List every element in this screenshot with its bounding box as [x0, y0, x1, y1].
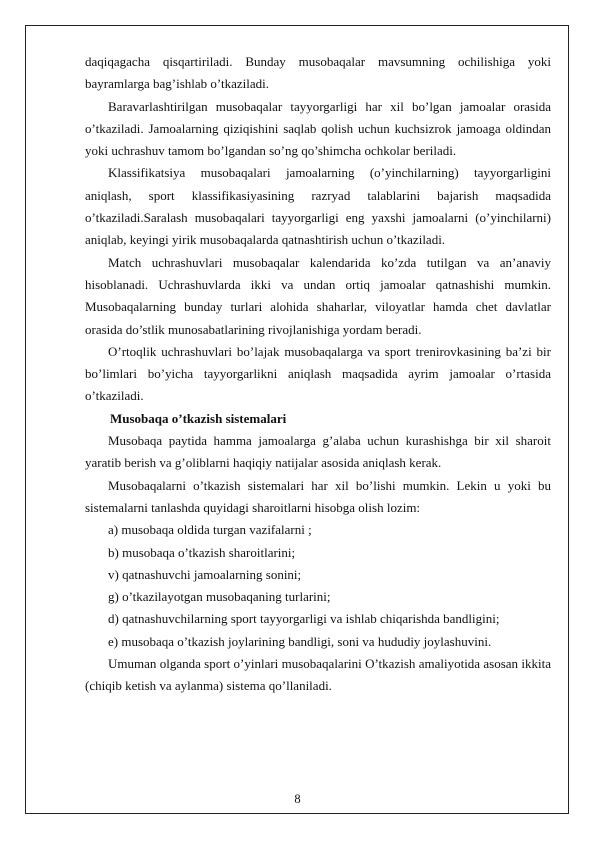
paragraph: Musobaqa paytida hamma jamoalarga g’alaba uchun kurashishga bir xil sharoit yaratib berish va g’oliblarni haqiqiy natijalar asosida aniqlash kerak. — [85, 433, 551, 471]
paragraph: Umuman olganda sport o’yinlari musobaqalarini O’tkazish amaliyotida asosan ikkita (chiqib ketish va aylanma) sistema qo’llaniladi. — [85, 656, 551, 694]
section-heading: Musobaqa o’tkazish sistemalari — [110, 410, 287, 426]
list-item: a) musobaqa oldida turgan vazifalarni ; — [108, 522, 312, 538]
list-item: d) qatnashuvchilarning sport tayyorgarligi va ishlab chiqarishda bandligini; — [108, 611, 500, 627]
paragraph: Match uchrashuvlari musobaqalar kalendarida ko’zda tutilgan va an’anaviy hisoblanadi. Uchrashuvlarda ikki va undan ortiq jamoalar qatnashishi mumkin. Musobaqalarning bunday turlari alohida shaharlar, viloyatlar hamda chet davlatlar orasida do’stlik munosabatlarining rivojlanishiga yordam beradi. — [85, 254, 551, 337]
list-item: b) musobaqa o’tkazish sharoitlarini; — [108, 544, 296, 560]
page-number: 8 — [294, 792, 301, 806]
list-item: v) qatnashuvchi jamoalarning sonini; — [108, 566, 302, 582]
paragraph: Musobaqalarni o’tkazish sistemalari har xil bo’lishi mumkin. Lekin u yoki bu sistemalarni tanlashda quyidagi sharoitlarni hisobga olish lozim: — [85, 477, 551, 515]
list-item: e) musobaqa o’tkazish joylarining bandligi, soni va hududiy joylashuvini. — [108, 633, 492, 649]
list-item: g) o’tkazilayotgan musobaqaning turlarini; — [108, 589, 331, 605]
document-body — [85, 51, 551, 698]
paragraph: O’rtoqlik uchrashuvlari bo’lajak musobaqalarga va sport trenirovkasining ba’zi bir bo’limlari bo’yicha tayyorgarlikni aniqlash maqsadida ayrim jamoalar o’rtasida o’tkaziladi. — [85, 343, 551, 404]
paragraph: daqiqagacha qisqartiriladi. Bunday musobaqalar mavsumning ochilishiga yoki bayramlarga bag’ishlab o’tkaziladi. — [85, 54, 551, 92]
paragraph: Klassifikatsiya musobaqalari jamoalarning (o’yinchilarning) tayyorgarligini aniqlash, sport klassifikasiyasining razryad talablarini bajarish maqsadida o’tkaziladi.Saralash musobaqalari tayyorgarligi eng yaxshi jamoalarni (o’yinchilarni) aniqlab, keyingi yirik musobaqalarda qatnashtirish uchun o’tkaziladi. — [85, 165, 551, 248]
paragraph: Baravarlashtirilgan musobaqalar tayyorgarligi har xil bo’lgan jamoalar orasida o’tkaziladi. Jamoalarning qiziqishini saqlab qolish uchun kuchsizrok jamoaga oldindan yoki uchrashuv tamom bo’lgandan so’ng qo’shimcha ochkolar beriladi. — [85, 98, 551, 159]
